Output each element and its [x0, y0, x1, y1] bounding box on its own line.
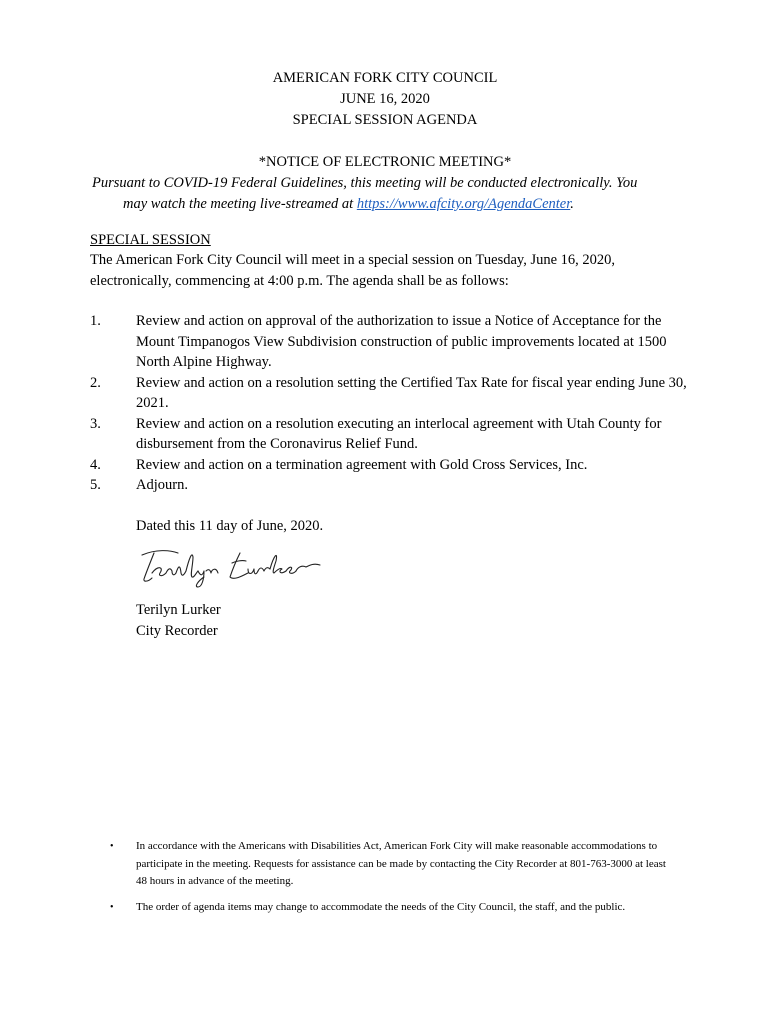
bullet-icon: •	[110, 901, 114, 913]
agenda-item	[90, 475, 690, 496]
footnote-item	[110, 838, 670, 891]
session-heading: SPECIAL SESSION	[90, 232, 211, 248]
header-date: JUNE 16, 2020	[340, 91, 430, 107]
agenda-item	[90, 311, 690, 373]
footnote-item	[110, 899, 670, 917]
agenda-item-number: 5.	[90, 477, 101, 493]
notice-line-2-prefix: may watch the meeting live-streamed at	[123, 196, 357, 212]
agenda-item	[90, 373, 690, 414]
signer-name: Terilyn Lurker	[136, 602, 221, 618]
dated-line: Dated this 11 day of June, 2020.	[136, 518, 324, 534]
agenda-item-number: 3.	[90, 415, 101, 432]
notice-title: *NOTICE OF ELECTRONIC MEETING*	[258, 154, 512, 170]
footnotes	[110, 838, 670, 924]
signature-image	[136, 545, 326, 589]
session-intro: The American Fork City Council will meet in a special session on Tuesday, June 16, 2020, electronically, commencing at 4:00 p.m. The agenda shall be as follows:	[90, 252, 616, 289]
agenda-item-text: Review and action on a termination agreement with Gold Cross Services, Inc.	[136, 456, 588, 473]
agenda-center-link[interactable]: https://www.afcity.org/AgendaCenter	[356, 196, 571, 212]
notice-line-1: Pursuant to COVID-19 Federal Guidelines, this meeting will be conducted electronically. You	[92, 175, 638, 191]
agenda-item-text: Review and action on approval of the authorization to issue a Notice of Acceptance for the Mount Timpanogos View Subdivision construction of public improvements located at 1500 North Alpine Highway.	[136, 313, 667, 370]
agenda-item-number: 1.	[90, 313, 101, 329]
agenda-item-text: Review and action on a resolution setting the Certified Tax Rate for fiscal year ending June 30, 2021.	[136, 374, 687, 411]
notice-line-2-suffix: .	[570, 196, 574, 212]
agenda-item-text: Adjourn.	[136, 477, 188, 493]
agenda-item	[90, 414, 690, 455]
signer-role: City Recorder	[136, 623, 218, 639]
footnote-text: In accordance with the Americans with Disabilities Act, American Fork City will make reasonable accommodations to participate in the meeting. Requests for assistance can be made by contacting the City Recorder at 801-763-3000 at least 48 hours in advance of the meeting.	[136, 840, 666, 887]
footnote-text: The order of agenda items may change to accommodate the needs of the City Council, the staff, and the public.	[136, 900, 626, 913]
agenda-item-text: Review and action on a resolution executing an interlocal agreement with Utah County for disbursement from the Coronavirus Relief Fund.	[136, 415, 662, 452]
agenda-item-number: 2.	[90, 374, 101, 391]
header-title: SPECIAL SESSION AGENDA	[292, 112, 478, 128]
agenda-item	[90, 455, 690, 476]
agenda-item-number: 4.	[90, 456, 101, 473]
header-org: AMERICAN FORK CITY COUNCIL	[272, 70, 498, 86]
bullet-icon: •	[110, 841, 114, 852]
notice-line-2	[123, 194, 723, 215]
agenda-list	[90, 311, 690, 496]
